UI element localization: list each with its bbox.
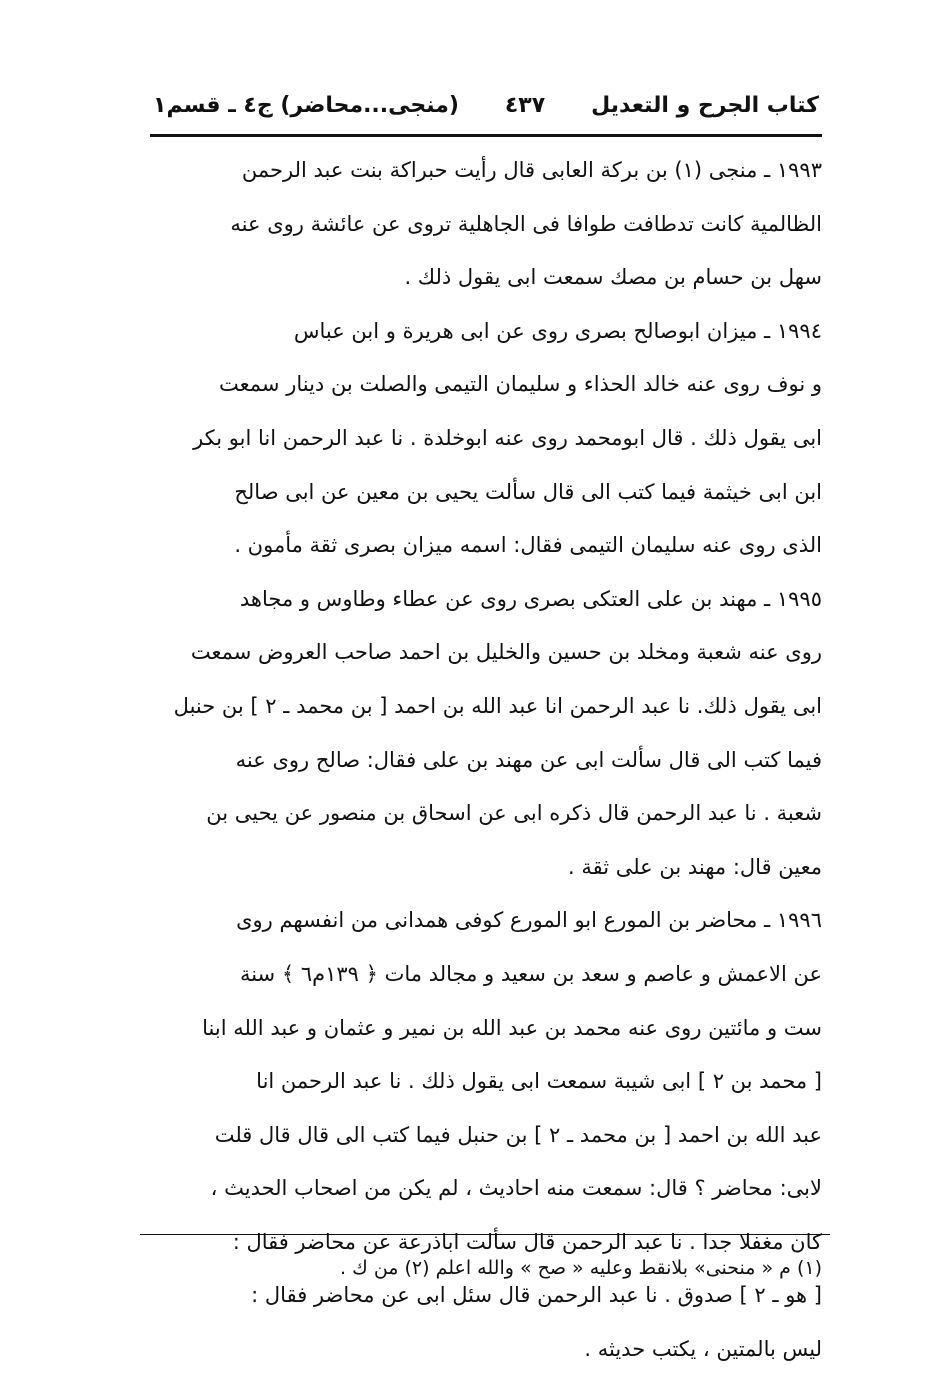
text-line: الظالمية كانت تدطافت طوافا فى الجاهلية تروى عن عائشة روى عنه [230,211,822,236]
text-line: كان مغفلا جدا . نا عبد الرحمن قال سألت اباذرعة عن محاضر فقال : [232,1229,822,1254]
book-title: كتاب الجرح و التعديل [591,93,819,118]
text-line: ست و مائتين روى عنه محمد بن عبد الله بن نمير و عثمان و عبد الله ابنا [202,1015,822,1040]
section-label: (منجى...محاضر) ج٤ ـ قسم١ [153,93,459,118]
text-line: ١٩٩٣ ـ منجى (١) بن بركة العابى قال رأيت حبراكة بنت عبد الرحمن [241,158,822,182]
text-line: فيما كتب الى قال سألت ابى عن مهند بن على فقال: صالح روى عنه [235,747,822,772]
text-line: ليس بالمتين ، يكتب حديثه . [584,1337,822,1362]
text-line: [ هو ـ ٢ ] صدوق . نا عبد الرحمن قال سئل ابى عن محاضر فقال : [251,1283,822,1308]
text-line: شعبة . نا عبد الرحمن قال ذكره ابى عن اسحاق بن منصور عن يحيى بن [206,801,822,826]
body-text [150,144,822,1377]
text-line: و نوف روى عنه خالد الحذاء و سليمان التيمى والصلت بن دينار سمعت [219,372,822,397]
text-line: الذى روى عنه سليمان التيمى فقال: اسمه ميزان بصرى ثقة مأمون . [234,533,822,558]
text-line: لابى: محاضر ؟ قال: سمعت منه احاديث ، لم يكن من اصحاب الحديث ، [210,1176,822,1201]
footnote-rule [140,1234,830,1235]
text-line: ١٩٩٥ ـ مهند بن على العتكى بصرى روى عن عطاء وطاوس و مجاهد [239,586,822,611]
text-line: روى عنه شعبة ومخلد بن حسين والخليل بن احمد صاحب العروض سمعت [190,640,822,665]
text-line: ابى يقول ذلك. نا عبد الرحمن انا عبد الله بن احمد [ بن محمد ـ ٢ ] بن حنبل [173,693,822,718]
text-line: ١٩٩٦ ـ محاضر بن المورع ابو المورع كوفى همدانى من انفسهم روى [236,908,822,933]
running-header [150,78,822,134]
text-line: سهل بن حسام بن مصك سمعت ابى يقول ذلك . [404,265,822,290]
text-line: عن الاعمش و عاصم و سعد بن سعيد و مجالد مات ﴿ ١٣٩م٦ ﴾ سنة [239,961,822,986]
header-rule [150,134,822,137]
page-number: ٤٣٧ [504,93,546,118]
text-line: معين قال: مهند بن على ثقة . [567,854,822,879]
text-line: ابى يقول ذلك . قال ابومحمد روى عنه ابوخلدة . نا عبد الرحمن انا ابو بكر [193,425,822,450]
text-line: ابن ابى خيثمة فيما كتب الى قال سألت يحيى بن معين عن ابى صالح [234,479,822,504]
text-line: [ محمد بن ٢ ] ابى شيبة سمعت ابى يقول ذلك . نا عبد الرحمن انا [256,1069,822,1094]
footnote: (١) م « منحنى» بلانقط وعليه « صح » والله اعلم (٢) من ك . [340,1257,822,1279]
text-line: عبد الله بن احمد [ بن محمد ـ ٢ ] بن حنبل فيما كتب الى قال قال قلت [214,1122,822,1147]
text-line: ١٩٩٤ ـ ميزان ابوصالح بصرى روى عن ابى هريرة و ابن عباس [293,318,822,343]
